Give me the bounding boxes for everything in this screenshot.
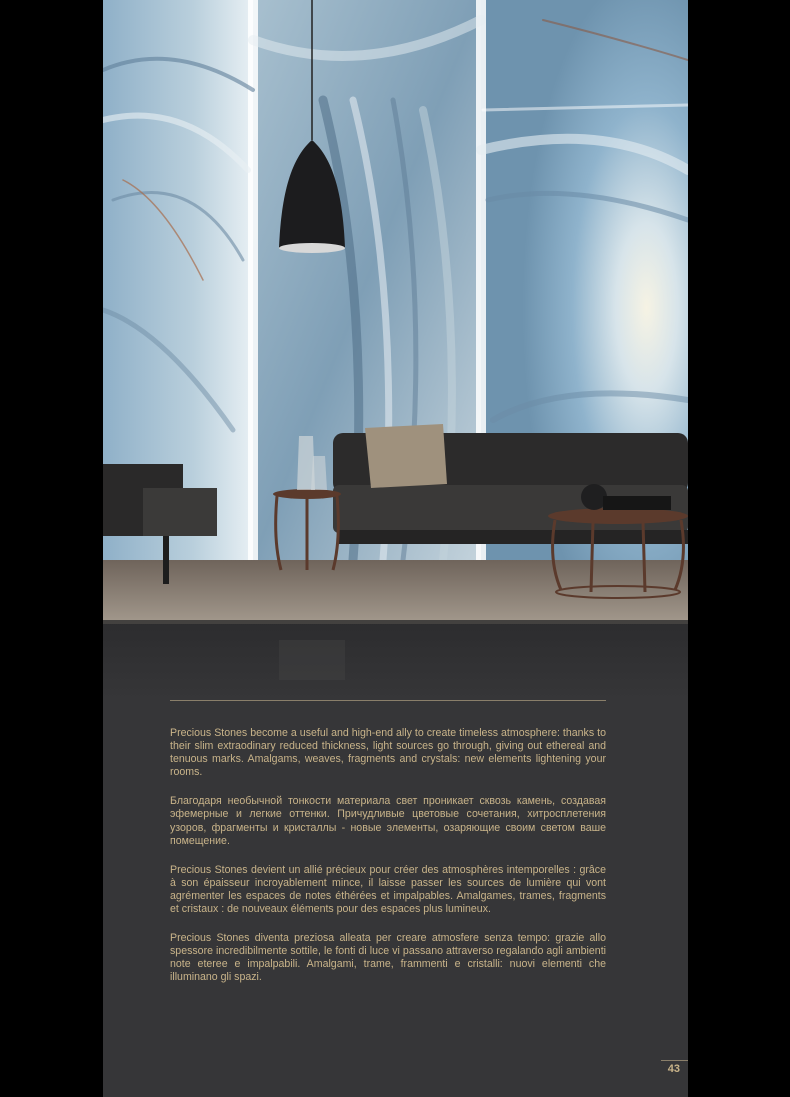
interior-photo [103,0,688,700]
description-text [170,727,606,1001]
paragraph-english: Precious Stones become a useful and high-end ally to create timeless atmosphere: thanks to their slim extraodinary reduced thickness, light sources go through, giving out ethereal and tenuous marks. Amalgams, weaves, fragments and crystals: new elements lightening your rooms. [170,727,606,779]
paragraph-french: Precious Stones devient un allié précieux pour créer des atmosphères intemporelles : grâce à son épaisseur incroyablement mince, il laisse passer les sources de lumière qui vont agrémenter les espaces de notes éthérées et impalpables. Amalgames, trames, fragments et cristaux : de nouveaux éléments pour des espaces plus lumineux. [170,863,606,916]
divider-rule [170,700,606,701]
paragraph-italian: Precious Stones diventa preziosa alleata per creare atmosfere senza tempo: grazie allo spessore incredibilmente sottile, le fonti di luce vi passano attraverso regalando agli ambienti note eteree e impalpabili. Amalgami, trame, frammenti e cristalli: nuovi elementi che illuminano gli spazi. [170,932,606,984]
paragraph-russian: Благодаря необычной тонкости материала свет проникает сквозь камень, создавая эфемерные и легкие оттенки. Причудливые цветовые сочетания, хитросплетения узоров, фрагменты и кристаллы - новые элементы, озаряющие своим светом ваше помещение. [170,795,606,847]
catalog-page [103,0,688,1097]
page-number-rule [661,1060,688,1061]
page-number: 43 [667,1063,680,1075]
